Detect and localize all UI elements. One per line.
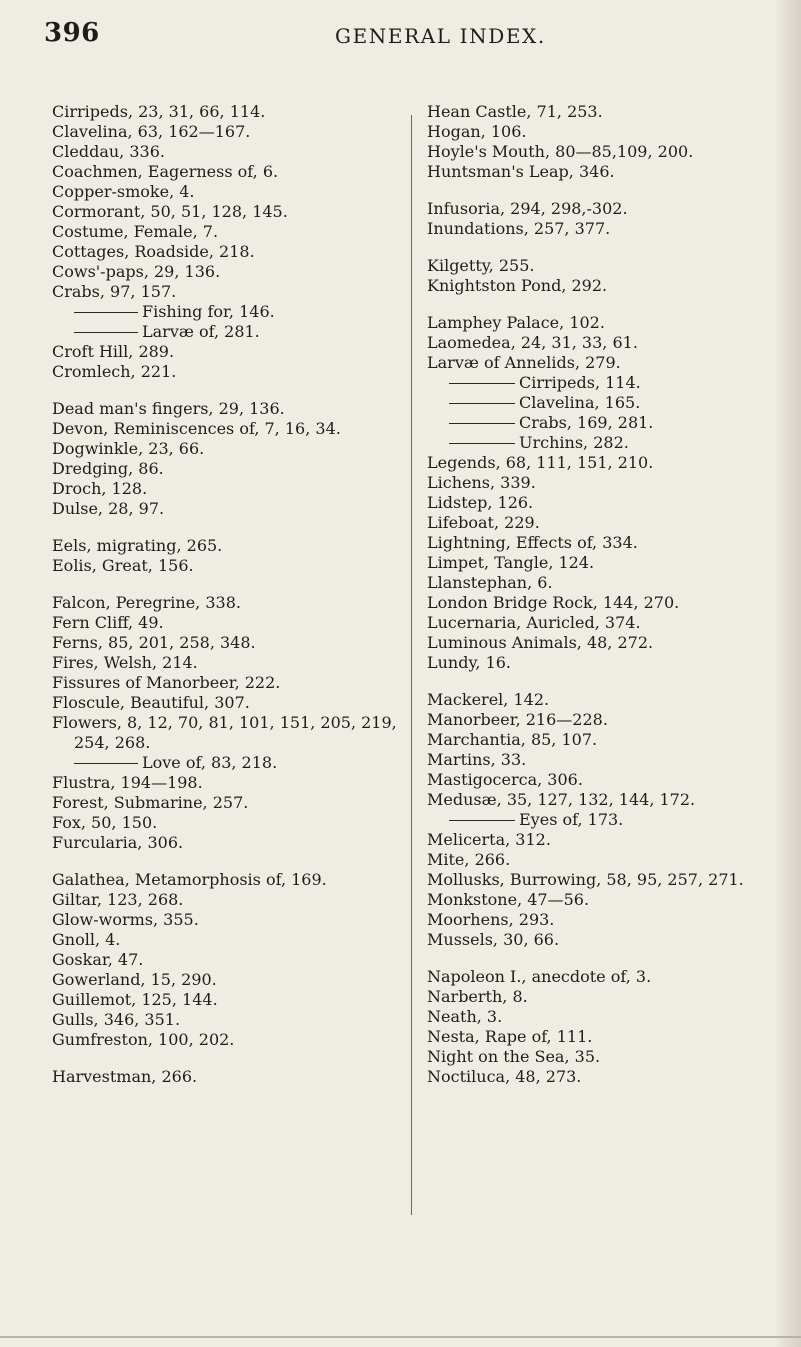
index-entry — [427, 313, 772, 333]
index-entry-text: Gulls, 346, 351. — [52, 1010, 181, 1029]
index-entry-text: Forest, Submarine, 257. — [52, 793, 249, 812]
index-entry — [427, 553, 772, 573]
index-entry — [427, 199, 772, 219]
index-entry — [52, 399, 404, 419]
index-entry — [52, 1030, 404, 1050]
index-entry-text: Cleddau, 336. — [52, 142, 165, 161]
index-subentry — [52, 753, 404, 773]
index-entry-text: Limpet, Tangle, 124. — [427, 553, 595, 572]
index-entry — [52, 653, 404, 673]
index-entry — [427, 513, 772, 533]
index-entry — [52, 499, 404, 519]
index-entry-text: Fissures of Manorbeer, 222. — [52, 673, 281, 692]
section-gap — [427, 950, 772, 967]
index-entry — [52, 342, 404, 362]
index-entry — [427, 987, 772, 1007]
ditto-rule — [74, 763, 138, 764]
index-entry-text: Noctiluca, 48, 273. — [427, 1067, 582, 1086]
index-entry — [52, 773, 404, 793]
index-entry-text: Lichens, 339. — [427, 473, 536, 492]
index-entry-text: Eolis, Great, 156. — [52, 556, 194, 575]
index-entry — [427, 122, 772, 142]
index-entry-text: Dredging, 86. — [52, 459, 164, 478]
index-entry-text: Hean Castle, 71, 253. — [427, 102, 603, 121]
index-entry-text: Droch, 128. — [52, 479, 148, 498]
running-head: GENERAL INDEX. — [335, 24, 546, 48]
section-gap — [427, 182, 772, 199]
index-entry — [52, 459, 404, 479]
index-entry-text: Flustra, 194—198. — [52, 773, 203, 792]
index-entry — [52, 990, 404, 1010]
index-entry-text: Dogwinkle, 23, 66. — [52, 439, 205, 458]
index-entry — [52, 870, 404, 890]
index-entry-text: Cirripeds, 23, 31, 66, 114. — [52, 102, 266, 121]
index-entry-text: Hogan, 106. — [427, 122, 527, 141]
index-entry-text: Lifeboat, 229. — [427, 513, 540, 532]
index-entry — [427, 653, 772, 673]
index-entry-text: Clavelina, 165. — [519, 393, 641, 412]
index-entry-text: Cromlech, 221. — [52, 362, 177, 381]
index-subentry — [427, 393, 772, 413]
index-entry-text: Marchantia, 85, 107. — [427, 730, 598, 749]
index-entry — [427, 142, 772, 162]
index-entry — [52, 930, 404, 950]
section-gap — [427, 673, 772, 690]
index-entry — [427, 473, 772, 493]
index-entry-text: Medusæ, 35, 127, 132, 144, 172. — [427, 790, 696, 809]
index-entry — [52, 202, 404, 222]
index-entry — [52, 536, 404, 556]
index-entry-text: Napoleon I., anecdote of, 3. — [427, 967, 652, 986]
section-gap — [427, 239, 772, 256]
index-entry-text: London Bridge Rock, 144, 270. — [427, 593, 680, 612]
index-entry-text: Monkstone, 47—56. — [427, 890, 590, 909]
index-entry-text: Crabs, 97, 157. — [52, 282, 177, 301]
index-entry-text: Goskar, 47. — [52, 950, 144, 969]
index-entry-text: Galathea, Metamorphosis of, 169. — [52, 870, 327, 889]
section-gap — [52, 519, 404, 536]
index-entry-text: Gowerland, 15, 290. — [52, 970, 217, 989]
index-entry-text: Mussels, 30, 66. — [427, 930, 560, 949]
index-entry — [52, 713, 404, 753]
index-entry — [427, 890, 772, 910]
index-entry — [52, 673, 404, 693]
index-entry-text: Hoyle's Mouth, 80—85,109, 200. — [427, 142, 694, 161]
index-entry — [427, 593, 772, 613]
ditto-rule — [74, 332, 138, 333]
page-bottom-border — [0, 1336, 801, 1338]
index-entry-text: Glow-worms, 355. — [52, 910, 199, 929]
index-entry-text: Guillemot, 125, 144. — [52, 990, 218, 1009]
index-entry-text: Gnoll, 4. — [52, 930, 121, 949]
index-entry — [52, 182, 404, 202]
index-entry — [427, 276, 772, 296]
index-entry — [52, 633, 404, 653]
section-gap — [52, 576, 404, 593]
index-entry-text: Eyes of, 173. — [519, 810, 624, 829]
index-entry-text: Coachmen, Eagerness of, 6. — [52, 162, 279, 181]
index-entry-text: Knightston Pond, 292. — [427, 276, 608, 295]
index-entry — [427, 930, 772, 950]
section-gap — [52, 853, 404, 870]
index-entry-text: Urchins, 282. — [519, 433, 629, 452]
index-entry-text: Llanstephan, 6. — [427, 573, 553, 592]
index-entry — [427, 710, 772, 730]
index-entry-text: Larvæ of, 281. — [142, 322, 260, 341]
index-entry — [52, 122, 404, 142]
index-entry-text: Lightning, Effects of, 334. — [427, 533, 638, 552]
index-entry — [52, 833, 404, 853]
index-entry — [427, 1067, 772, 1087]
page-edge-shadow — [775, 0, 801, 1347]
index-entry — [427, 102, 772, 122]
index-entry — [427, 910, 772, 930]
index-entry-text: Night on the Sea, 35. — [427, 1047, 601, 1066]
index-entry — [52, 613, 404, 633]
index-entry-text: Giltar, 123, 268. — [52, 890, 184, 909]
index-entry — [427, 1027, 772, 1047]
index-subentry — [52, 322, 404, 342]
index-entry — [52, 102, 404, 122]
index-entry-text: Kilgetty, 255. — [427, 256, 535, 275]
index-entry-text: Legends, 68, 111, 151, 210. — [427, 453, 654, 472]
index-entry — [427, 533, 772, 553]
index-entry-text: Cirripeds, 114. — [519, 373, 641, 392]
section-gap — [52, 382, 404, 399]
index-entry-text: Neath, 3. — [427, 1007, 503, 1026]
index-entry-text: Croft Hill, 289. — [52, 342, 175, 361]
index-entry — [52, 142, 404, 162]
index-entry — [52, 910, 404, 930]
index-column-left — [52, 102, 404, 1087]
index-entry-text: Narberth, 8. — [427, 987, 528, 1006]
index-subentry — [427, 810, 772, 830]
index-entry — [427, 573, 772, 593]
index-entry — [427, 790, 772, 810]
index-entry — [427, 453, 772, 473]
index-entry-text: Lidstep, 126. — [427, 493, 534, 512]
index-entry-text: Dead man's fingers, 29, 136. — [52, 399, 285, 418]
index-entry — [52, 419, 404, 439]
index-entry — [52, 890, 404, 910]
index-entry-text: Lundy, 16. — [427, 653, 512, 672]
index-entry-text: Luminous Animals, 48, 272. — [427, 633, 654, 652]
index-entry-text: Laomedea, 24, 31, 33, 61. — [427, 333, 638, 352]
index-entry — [52, 262, 404, 282]
index-entry — [52, 970, 404, 990]
index-column-right — [427, 102, 772, 1087]
index-entry-text: Ferns, 85, 201, 258, 348. — [52, 633, 256, 652]
index-entry-text: Falcon, Peregrine, 338. — [52, 593, 241, 612]
index-entry — [52, 813, 404, 833]
index-entry — [427, 493, 772, 513]
index-entry-text: Copper-smoke, 4. — [52, 182, 195, 201]
index-entry-text: Cormorant, 50, 51, 128, 145. — [52, 202, 288, 221]
index-entry — [52, 693, 404, 713]
index-entry — [427, 1047, 772, 1067]
index-entry — [52, 439, 404, 459]
index-entry-text: Fishing for, 146. — [142, 302, 275, 321]
index-entry — [427, 750, 772, 770]
index-entry — [52, 1067, 404, 1087]
index-entry-text: Nesta, Rape of, 111. — [427, 1027, 593, 1046]
index-entry — [427, 870, 772, 890]
section-gap — [427, 296, 772, 313]
index-entry — [427, 353, 772, 373]
index-entry — [52, 793, 404, 813]
index-entry — [52, 282, 404, 302]
index-entry-text: Devon, Reminiscences of, 7, 16, 34. — [52, 419, 341, 438]
ditto-rule — [449, 443, 515, 444]
index-entry — [52, 222, 404, 242]
index-entry-text: Infusoria, 294, 298,-302. — [427, 199, 628, 218]
index-entry-text: Clavelina, 63, 162—167. — [52, 122, 251, 141]
index-subentry — [52, 302, 404, 322]
index-entry — [427, 967, 772, 987]
index-entry-text: Lucernaria, Auricled, 374. — [427, 613, 641, 632]
index-entry-text: Furcularia, 306. — [52, 833, 184, 852]
index-entry — [427, 770, 772, 790]
index-entry-text: Gumfreston, 100, 202. — [52, 1030, 235, 1049]
index-entry-text: Cows'-paps, 29, 136. — [52, 262, 221, 281]
index-subentry — [427, 373, 772, 393]
index-entry-text: Fox, 50, 150. — [52, 813, 158, 832]
index-entry-text: Harvestman, 266. — [52, 1067, 198, 1086]
index-entry-text: Manorbeer, 216—228. — [427, 710, 608, 729]
index-entry-text: Mollusks, Burrowing, 58, 95, 257, 271. — [427, 870, 744, 889]
ditto-rule — [449, 383, 515, 384]
index-entry-text: Costume, Female, 7. — [52, 222, 219, 241]
index-entry-text: Floscule, Beautiful, 307. — [52, 693, 250, 712]
index-entry — [427, 633, 772, 653]
index-entry — [427, 850, 772, 870]
index-entry-text: Flowers, 8, 12, 70, 81, 101, 151, 205, 219, 254, 268. — [52, 713, 397, 752]
index-entry — [52, 950, 404, 970]
ditto-rule — [449, 820, 515, 821]
index-entry-text: Mite, 266. — [427, 850, 511, 869]
index-entry-text: Melicerta, 312. — [427, 830, 551, 849]
index-entry-text: Lamphey Palace, 102. — [427, 313, 605, 332]
index-entry-text: Huntsman's Leap, 346. — [427, 162, 615, 181]
ditto-rule — [74, 312, 138, 313]
index-entry — [427, 830, 772, 850]
index-entry-text: Dulse, 28, 97. — [52, 499, 165, 518]
index-entry — [427, 219, 772, 239]
index-entry-text: Mastigocerca, 306. — [427, 770, 583, 789]
index-entry — [52, 242, 404, 262]
index-entry — [52, 556, 404, 576]
index-entry-text: Fires, Welsh, 214. — [52, 653, 198, 672]
index-entry — [52, 362, 404, 382]
index-entry — [427, 1007, 772, 1027]
ditto-rule — [449, 423, 515, 424]
section-gap — [52, 1050, 404, 1067]
index-entry-text: Martins, 33. — [427, 750, 527, 769]
index-entry-text: Larvæ of Annelids, 279. — [427, 353, 621, 372]
index-entry — [427, 256, 772, 276]
index-entry — [52, 162, 404, 182]
index-entry — [427, 613, 772, 633]
index-entry-text: Eels, migrating, 265. — [52, 536, 223, 555]
column-divider — [411, 115, 412, 1215]
index-entry — [52, 593, 404, 613]
index-entry — [427, 162, 772, 182]
index-entry-text: Fern Cliff, 49. — [52, 613, 164, 632]
index-entry-text: Love of, 83, 218. — [142, 753, 278, 772]
index-entry — [52, 1010, 404, 1030]
index-entry-text: Inundations, 257, 377. — [427, 219, 611, 238]
index-entry-text: Crabs, 169, 281. — [519, 413, 654, 432]
index-entry — [52, 479, 404, 499]
index-subentry — [427, 433, 772, 453]
index-subentry — [427, 413, 772, 433]
index-entry — [427, 730, 772, 750]
index-entry — [427, 690, 772, 710]
index-entry-text: Moorhens, 293. — [427, 910, 555, 929]
ditto-rule — [449, 403, 515, 404]
index-entry-text: Cottages, Roadside, 218. — [52, 242, 255, 261]
index-entry — [427, 333, 772, 353]
index-entry-text: Mackerel, 142. — [427, 690, 550, 709]
page-number: 396 — [44, 18, 100, 48]
